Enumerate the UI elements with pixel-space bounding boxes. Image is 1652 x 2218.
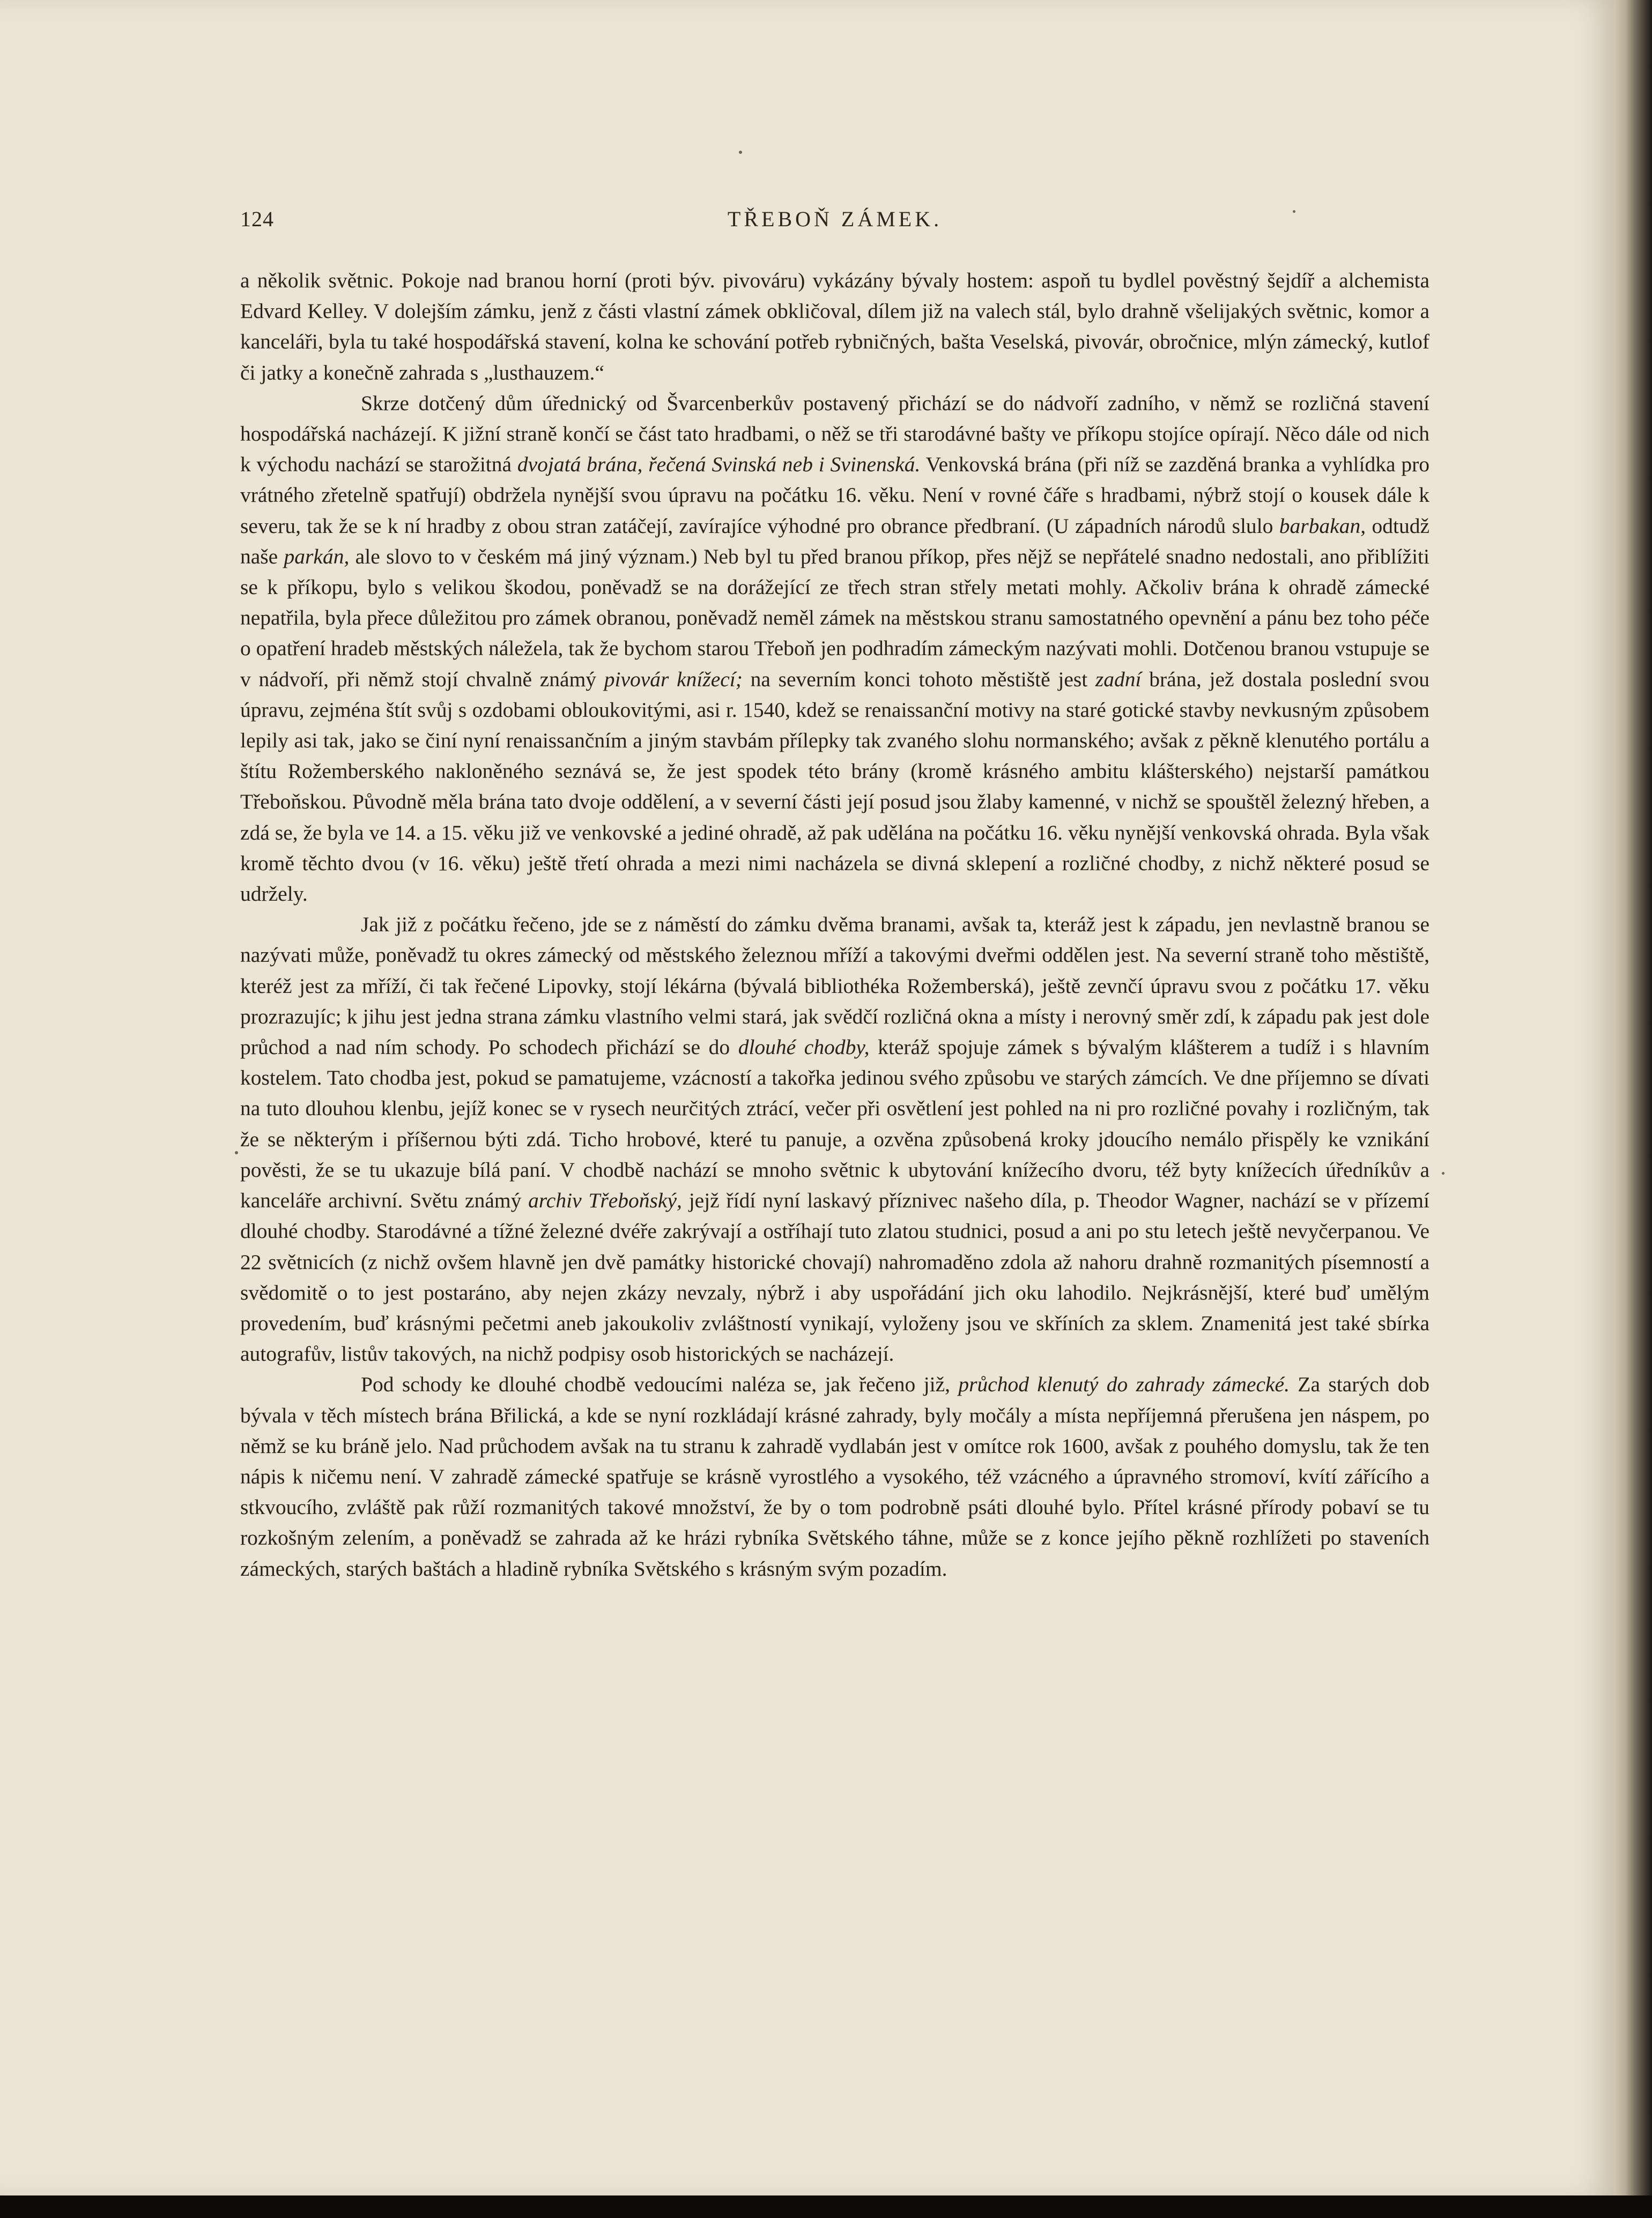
print-speck — [739, 151, 742, 154]
italic-run: archiv Třeboňský, — [528, 1189, 682, 1213]
text-run: a několik světnic. Pokoje nad branou horní (proti býv. pivováru) vykázány bývaly hostem: aspoň tu bydlel pověstný šejdíř a alchemista Edvard Kelley. V dolejším zámku, jenž z části vlastní zámek obkličoval, dílem již na valech stál, bylo drahně všelijakých světnic, komor a kanceláři, byla tu také hospodářská stavení, kolna ke schování potřeb rybničných, bašta Veselská, pivovár, obročnice, mlýn zámecký, kutlof či jatky a konečně zahrada s „lusthauzem.“ — [240, 269, 1429, 384]
page-number: 124 — [240, 207, 274, 231]
text-run: Venkovská brána (při níž se zazděná branka a vyhlídka pro vrátného zřetelně spatřují) obdržela nynější svou úpravu na počátku 16. věku. Není v rovné čáře s hradbami, nýbrž stojí o kousek dále k severu, tak že se k ní hradby z obou stran zatáčejí, zavírajíce výhodné pro obrance předbraní. (U západních národů slulo — [240, 452, 1429, 538]
italic-run: parkán, — [284, 544, 350, 568]
text-run: ale slovo to v českém má jiný význam.) Neb byl tu před branou příkop, přes nějž se nepřátelé snadno nedostali, ano přiblížiti se k příkopu, bylo s velikou škodou, poněvadž se na dorážející ze třech stran střely metati mohly. Ačkoliv brána k ohradě zámecké nepatřila, byla přece důležitou pro zámek obranou, poněvadž neměl zámek na městskou stranu samostatného opevnění a pánu bez toho péče o opatření hradeb městských náležela, tak že bychom starou Třeboň jen podhradím zámeckým nazývati mohli. Dotčenou branou vstupuje se v nádvoří, při němž stojí chvalně známý — [240, 544, 1430, 691]
paragraph — [240, 909, 1429, 1369]
print-speck — [1442, 1172, 1444, 1175]
page-title: TŘEBOŇ ZÁMEK. — [727, 207, 943, 231]
page-edge — [1614, 0, 1652, 2218]
running-head — [240, 206, 1429, 239]
text-run: odtudž naše — [240, 514, 1429, 568]
text-run: jejž řídí nyní laskavý příznivec našeho díla, p. Theodor Wagner, nachází se v přízemí dlouhé chodby. Starodávné a tížné železné dvéře zakrývají a ostříhají tuto zlatou studnici, posud a ani po stu letech ještě nevyčerpanou. Ve 22 světnicích (z nichž ovšem hlavně jen dvě památky historické chovají) nahromaděno zdola až nahoru drahně rozmanitých písemností a svědomitě o to jest postaráno, aby nejen zkázy nevzaly, nýbrž i aby uspořádání jich oku lahodilo. Nejkrásnější, které buď umělým provedením, buď krásnými pečetmi aneb jakoukoliv zvláštností vynikají, vyloženy jsou ve skříních za sklem. Znamenitá jest také sbírka autografův, listův takových, na nichž podpisy osob historických se nacházejí. — [240, 1189, 1429, 1366]
italic-run: dvojatá brána, řečená Svinská neb i Svinenská. — [517, 452, 921, 477]
paragraph — [240, 265, 1429, 388]
body-text — [240, 265, 1429, 1584]
text-run: Pod schody ke dlouhé chodbě vedoucími naléza se, jak řečeno již, — [361, 1373, 959, 1397]
print-speck — [235, 1151, 238, 1154]
text-run: Za starých dob bývala v těch místech brána Břilická, a kde se nyní rozkládají krásné zahrady, byly močály a místa nepříjemná přerušena jen náspem, po němž se ku bráně jelo. Nad průchodem avšak na tu stranu k zahradě vydlabán jest v omítce rok 1600, avšak z pouhého domyslu, tak že ten nápis k ničemu není. V zahradě zámecké spatřuje se krásně vyrostlého a vysokého, též vzácného a úpravného stromoví, kvítí zářícího a stkvoucího, zvláště pak růží rozmanitých takové množství, že by o tom podrobně psáti dlouhé bylo. Přítel krásné přírody pobaví se tu rozkošným zelením, a poněvadž se zahrada až ke hrázi rybníka Světského táhne, může se z konce jejího pěkně rozhlížeti po staveních zámeckých, starých baštách a hladině rybníka Světského s krásným svým pozadím. — [240, 1373, 1429, 1581]
text-run: kteráž spojuje zámek s bývalým klášterem a tudíž i s hlavním kostelem. Tato chodba jest, pokud se pamatujeme, vzácností a takořka jedinou svého způsobu ve starých zámcích. Ve dne příjemno se dívati na tuto dlouhou klenbu, jejíž konec se v rysech neurčitých ztrácí, večer při osvětlení jest pohled na ni pro rozličné povahy i rozličným, tak že se některým i příšernou býti zdá. Ticho hrobové, které tu panuje, a ozvěna způsobená kroky jdoucího nemálo přispěly ke vznikání pověsti, že se tu ukazuje bílá paní. V chodbě nachází se mnoho světnic k ubytování knížecího dvoru, též byty knížecích úředníkův a kanceláře archivní. Světu známý — [240, 1035, 1429, 1213]
paragraph — [240, 1369, 1429, 1584]
italic-run: barbakan, — [1279, 514, 1366, 538]
scan-border — [0, 2195, 1652, 2218]
paragraph — [240, 388, 1429, 909]
italic-run: dlouhé chodby, — [738, 1035, 870, 1059]
text-run: na severním konci tohoto městiště jest — [742, 667, 1095, 691]
text-run: Skrze dotčený dům úřednický od Švarcenberkův postavený přichází se do nádvoří zadního, v němž se rozličná stavení hospodářská nacházejí. K jižní straně končí se část tato hradbami, o něž se tři starodávné bašty ve příkopu stojíce opírají. Něco dále od nich k východu nachází se starožitná — [240, 391, 1429, 477]
text-run: Jak již z počátku řečeno, jde se z náměstí do zámku dvěma branami, avšak ta, kteráž jest k západu, jen nevlastně branou se nazývati může, poněvadž tu okres zámecký od městského železnou mříží a takovými dveřmi oddělen jest. Na severní straně toho městiště, kteréž jest za mříží, či tak řečené Lipovky, stojí lékárna (bývalá bibliothéka Rožemberská), ještě zevnčí úpravu svou z počátku 17. věku prozrazujíc; k jihu jest jedna strana zámku vlastního velmi stará, jak svědčí rozličná okna a místy i nerovný směr zdí, k západu pak jest dole průchod a nad ním schody. Po schodech přichází se do — [240, 913, 1429, 1059]
italic-run: průchod klenutý do zahrady zámecké. — [958, 1373, 1290, 1397]
italic-run: zadní — [1095, 667, 1142, 691]
text-run: brána, jež dostala poslední svou úpravu, zejména štít svůj s ozdobami obloukovitými, asi r. 1540, kdež se renaissanční motivy na staré gotické stavby nevkusným způsobem lepily asi tak, jako se činí nyní renaissančním a jiným stavbám přílepky tak zvaného slohu normanského; avšak z pěkně klenutého portálu a štítu Rožemberského nakloněného seznává se, že jest spodek této brány (kromě krásného ambitu klášterského) nejstarší památkou Třeboňskou. Původně měla brána tato dvoje oddělení, a v severní části její posud jsou žlaby kamenné, v nichž se spouštěl železný hřeben, a zdá se, že byla ve 14. a 15. věku již ve venkovské a jediné ohradě, až pak udělána na počátku 16. věku nynější venkovská ohrada. Byla však kromě těchto dvou (v 16. věku) ještě třetí ohrada a mezi nimi nacházela se divná sklepení a rozličné chodby, z nichž některé posud se udržely. — [240, 667, 1429, 906]
italic-run: pivovár knížecí; — [604, 667, 743, 691]
